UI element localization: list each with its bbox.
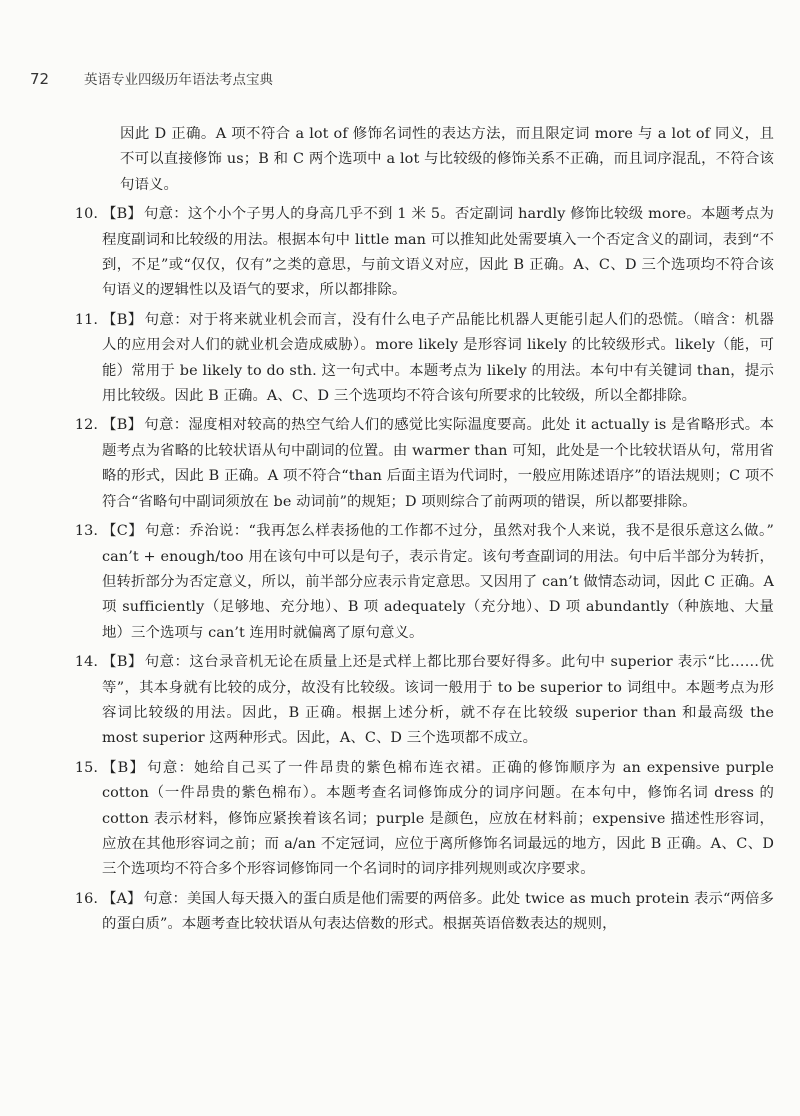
item-text bbox=[102, 650, 774, 752]
page-body bbox=[72, 122, 774, 942]
answer-item-12 bbox=[72, 413, 774, 515]
item-number: 16. bbox=[74, 890, 98, 907]
item-explanation: 句意：她给自己买了一件昂贵的紫色棉布连衣裙。正确的修饰顺序为 an expensive purple cotton（一件昂贵的紫色棉布）。本题考查名词修饰成分的词序问题。在本句中，修饰名词 dress 的 cotton 表示材料，修饰应紧挨着该名词；purple 是颜色，应放在材料前；expensive 描述性形容词，应放在其他形容词之前；而 a/an 不定冠词，应位于离所修饰名词最远的地方，因此 B 正确。A、C、D 三个选项均不符合多个形容词修饰同一个名词时的词序排列规则或次序要求。 bbox=[102, 759, 774, 878]
item-explanation: 句意：湿度相对较高的热空气给人们的感觉比实际温度要高。此处 it actually is 是省略形式。本题考点为省略的比较状语从句中副词的位置。由 warmer than 可知，此处是一个比较状语从句，常用省略的形式，因此 B 正确。A 项不符合“than 后面主语为代词时，一般应用陈述语序”的语法规则；C 项不符合“省略句中副词须放在 be 动词前”的规矩；D 项则综合了前两项的错误，所以都要排除。 bbox=[102, 417, 774, 510]
item-text bbox=[102, 756, 774, 883]
item-number: 14. bbox=[74, 654, 98, 671]
item-answer: 【B】 bbox=[102, 311, 143, 328]
answer-item-11 bbox=[72, 308, 774, 410]
item-number: 10. bbox=[74, 206, 98, 223]
item-answer: 【B】 bbox=[102, 654, 143, 671]
item-number: 15. bbox=[74, 759, 98, 776]
item-explanation: 句意：美国人每天摄入的蛋白质是他们需要的两倍多。此处 twice as much protein 表示“两倍多的蛋白质”。本题考查比较状语从句表达倍数的形式。根据英语倍数表达的规则， bbox=[102, 890, 774, 933]
item-number: 12. bbox=[74, 417, 98, 434]
item-answer: 【B】 bbox=[102, 417, 143, 434]
answer-item-10 bbox=[72, 202, 774, 304]
item-text bbox=[102, 887, 774, 938]
book-title: 英语专业四级历年语法考点宝典 bbox=[84, 72, 273, 88]
item-text bbox=[102, 308, 774, 410]
answer-item-15 bbox=[72, 756, 774, 883]
page-header bbox=[30, 68, 273, 88]
item-text bbox=[102, 413, 774, 515]
item-answer: 【B】 bbox=[102, 206, 143, 223]
item-explanation: 句意：对于将来就业机会而言，没有什么电子产品能比机器人更能引起人们的恐慌。（暗含：机器人的应用会对人们的就业机会造成威胁）。more likely 是形容词 likely 的比较级形式。likely（能，可能）常用于 be likely to do sth. 这一句式中。本题考点为 likely 的用法。本句中有关键词 than，提示用比较级。因此 B 正确。A、C、D 三个选项均不符合该句所要求的比较级，所以全都排除。 bbox=[102, 311, 774, 405]
item-answer: 【C】 bbox=[102, 523, 143, 540]
answer-item-16 bbox=[72, 887, 774, 938]
item-number: 13. bbox=[74, 523, 98, 540]
item-explanation: 句意：乔治说：“我再怎么样表扬他的工作都不过分，虽然对我个人来说，我不是很乐意这么做。” can’t + enough/too 用在该句中可以是句子，表示肯定。该句考查副词的用法。句中后半部分为转折，但转折部分为否定意义，所以，前半部分应表示肯定意思。又因用了 can’t 做情态动词，因此 C 正确。A 项 sufficiently（足够地、充分地）、B 项 adequately（充分地）、D 项 abundantly（种族地、大量地）三个选项与 can’t 连用时就偏离了原句意义。 bbox=[102, 523, 774, 641]
item-explanation: 句意：这台录音机无论在质量上还是式样上都比那台要好得多。此句中 superior 表示“比……优等”，其本身就有比较的成分，故没有比较级。该词一般用于 to be superior to 词组中。本题考点为形容词比较级的用法。因此，B 正确。根据上述分析，就不存在比较级 superior than 和最高级 the most superior 这两种形式。因此，A、C、D 三个选项都不成立。 bbox=[102, 654, 774, 747]
intro-paragraph: 因此 D 正确。A 项不符合 a lot of 修饰名词性的表达方法，而且限定词 more 与 a lot of 同义，且不可以直接修饰 us；B 和 C 两个选项中 a lot 与比较级的修饰关系不正确，而且词序混乱，不符合该句语义。 bbox=[120, 126, 774, 193]
answer-item-14 bbox=[72, 650, 774, 752]
item-answer: 【A】 bbox=[102, 890, 142, 907]
answer-item-13 bbox=[72, 519, 774, 646]
item-answer: 【B】 bbox=[102, 759, 146, 776]
item-number: 11. bbox=[74, 311, 98, 328]
page-number: 72 bbox=[30, 70, 50, 88]
item-text bbox=[102, 202, 774, 304]
item-text bbox=[102, 519, 774, 646]
item-explanation: 句意：这个小个子男人的身高几乎不到 1 米 5。否定副词 hardly 修饰比较级 more。本题考点为程度副词和比较级的用法。根据本句中 little man 可以推知此处需要填入一个否定含义的副词，表到“不到，不足”或“仅仅，仅有”之类的意思，与前文语义对应，因此 B 正确。A、C、D 三个选项均不符合该句语义的逻辑性以及语气的要求，所以都排除。 bbox=[102, 206, 774, 299]
